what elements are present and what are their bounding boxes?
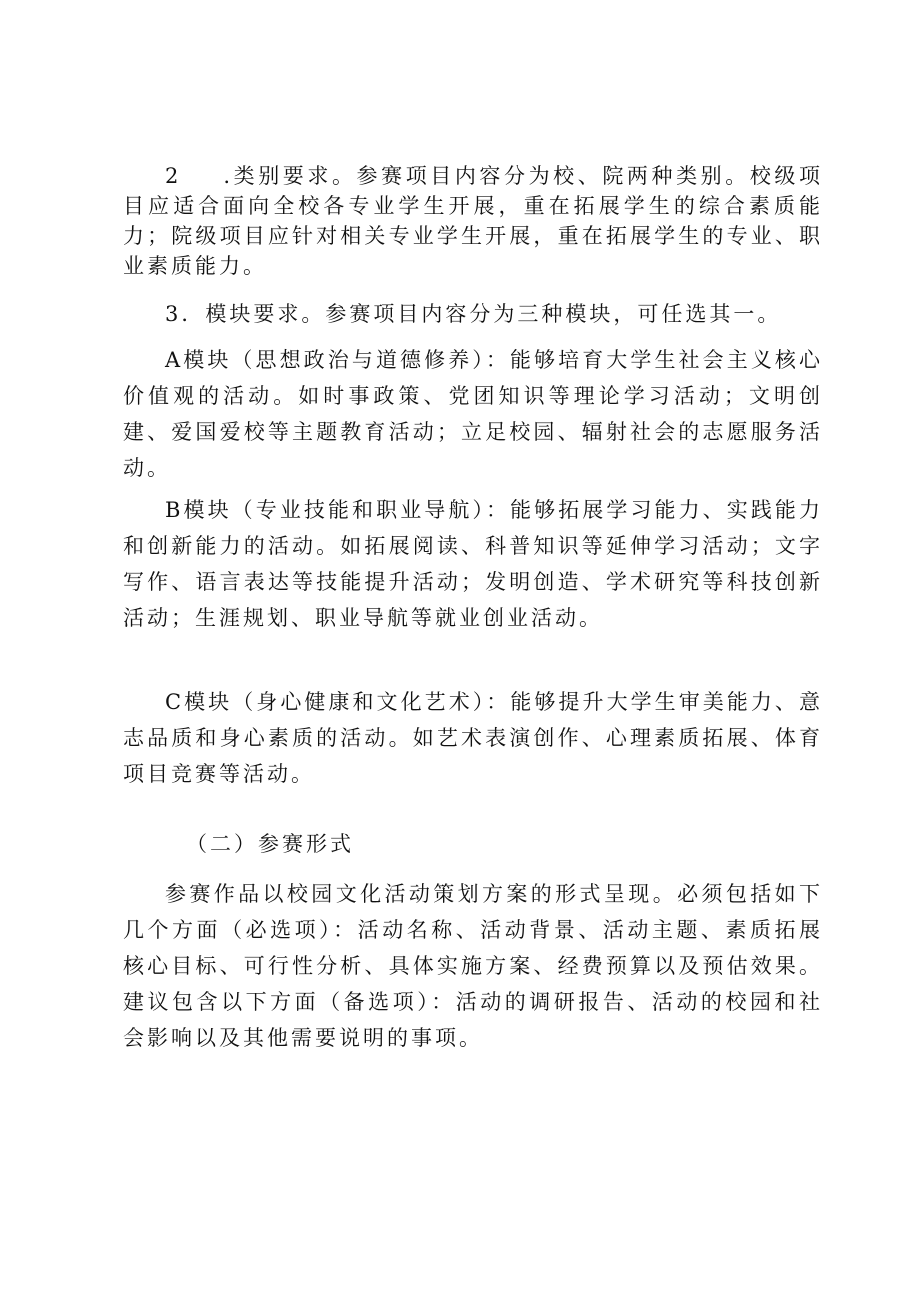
module-a-paragraph: A模块（思想政治与道德修养）：能够培育大学生社会主义核心价值观的活动。如时事政策、党团知识等理论学习活动；文明创建、爱国爱校等主题教育活动；立足校园、辐射社会的志愿服务活动。: [123, 348, 823, 480]
category-requirement-text: .类别要求。参赛项目内容分为校、院两种类别。校级项目应适合面向全校各专业学生开展，重在拓展学生的综合素质能力；院级项目应针对相关专业学生开展，重在拓展学生的专业、职业素质能力。: [123, 164, 823, 278]
category-requirement-paragraph: [123, 161, 823, 281]
module-b-paragraph: B模块（专业技能和职业导航）：能够拓展学习能力、实践能力和创新能力的活动。如拓展阅读、科普知识等延伸学习活动；文字写作、语言表达等技能提升活动；发明创造、学术研究等科技创新活动；生涯规划、职业导航等就业创业活动。: [123, 498, 823, 630]
category-number: 2: [165, 164, 182, 188]
section-heading-entry-form: （二）参赛形式: [186, 832, 354, 856]
module-requirement-paragraph: 3．模块要求。参赛项目内容分为三种模块，可任选其一。: [165, 302, 782, 326]
module-c-paragraph: C模块（身心健康和文化艺术）：能够提升大学生审美能力、意志品质和身心素质的活动。如艺术表演创作、心理素质拓展、体育项目竞赛等活动。: [123, 690, 823, 786]
entry-form-paragraph: 参赛作品以校园文化活动策划方案的形式呈现。必须包括如下几个方面（必选项）：活动名称、活动背景、活动主题、素质拓展核心目标、可行性分析、具体实施方案、经费预算以及预估效果。建议包含以下方面（备选项）：活动的调研报告、活动的校园和社会影响以及其他需要说明的事项。: [123, 882, 823, 1050]
